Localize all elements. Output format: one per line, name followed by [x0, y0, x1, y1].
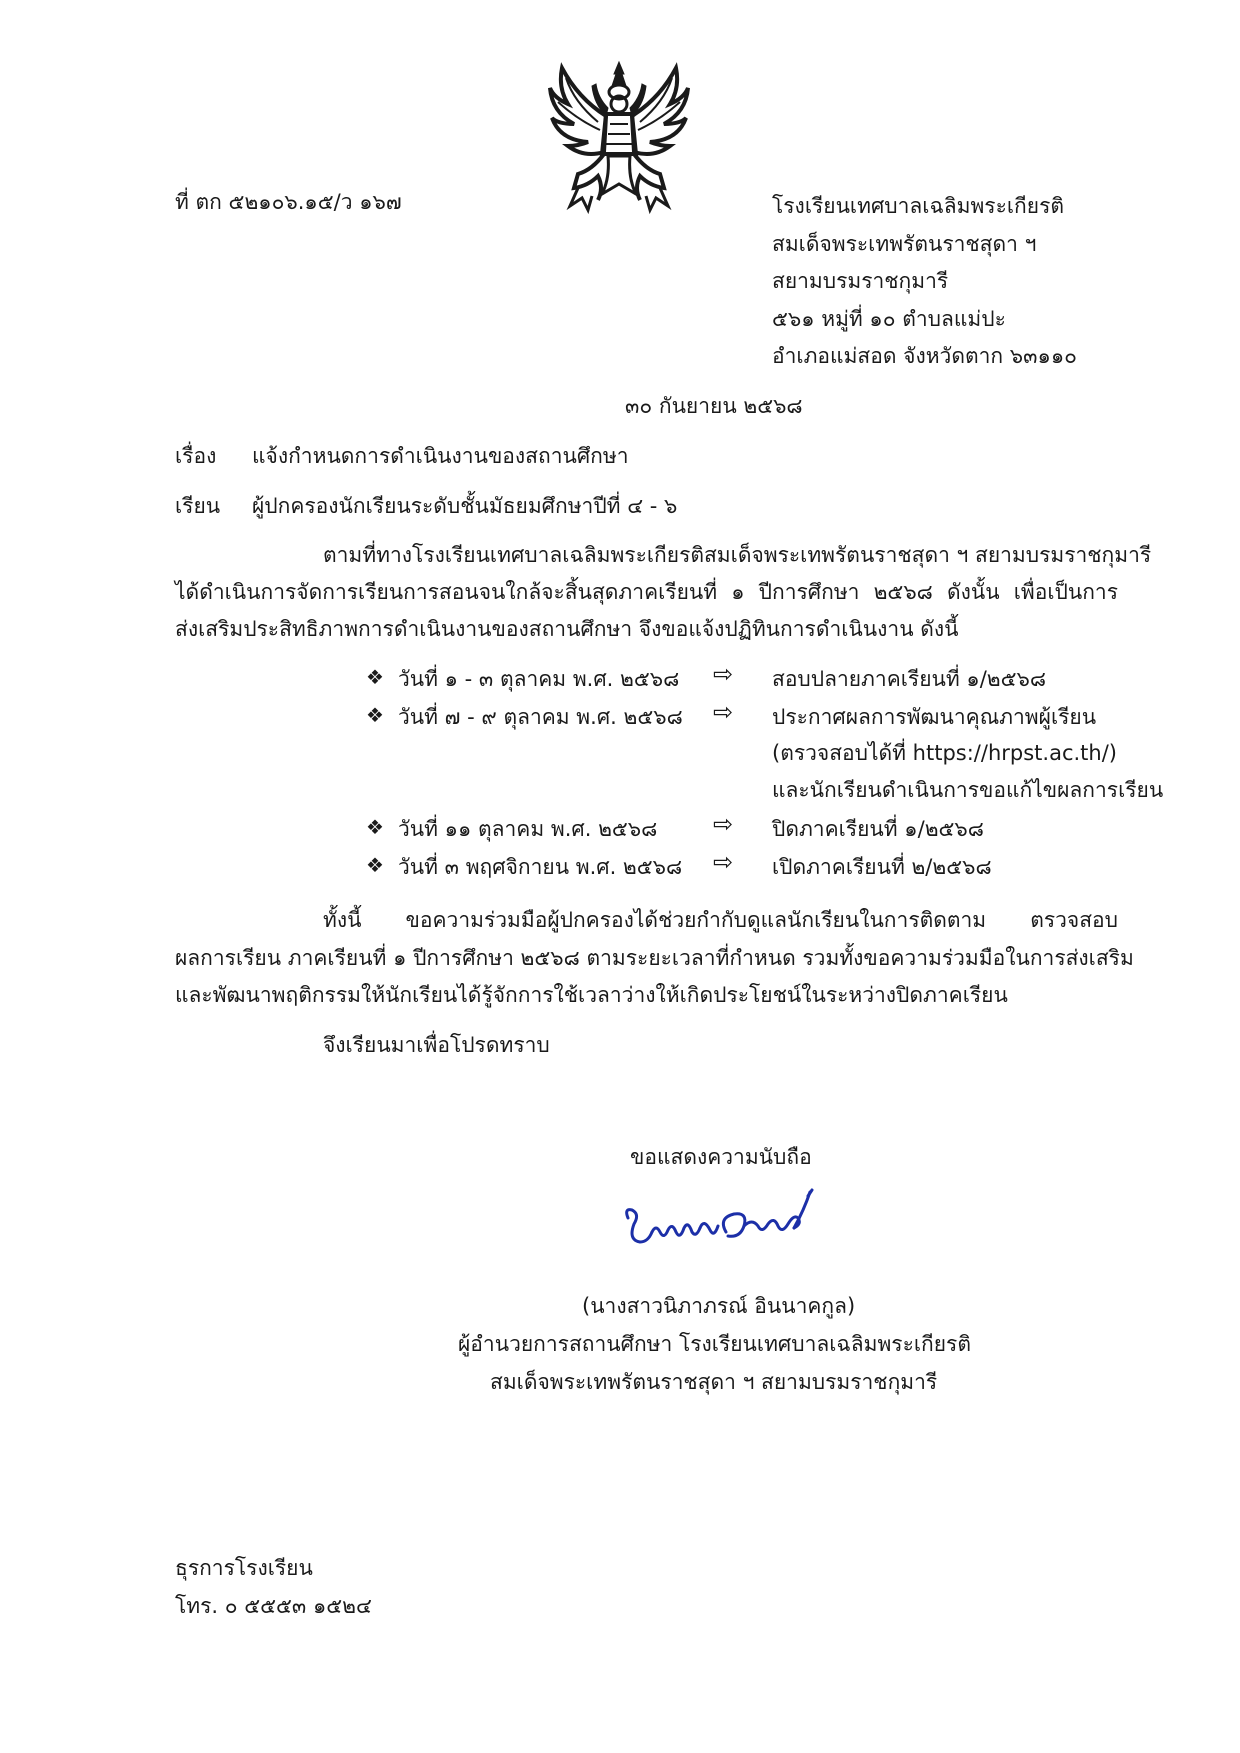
signature — [618, 1188, 818, 1264]
address-line: ๕๖๑ หมู่ที่ ๑๐ ตำบลแม่ปะ — [772, 306, 1006, 331]
arrow-right-icon: ⇨ — [713, 698, 734, 726]
school-address — [772, 188, 1077, 376]
final-sentence: จึงเรียนมาเพื่อโปรดทราบ — [323, 1033, 550, 1057]
bullet-diamond-icon: ❖ — [366, 665, 384, 689]
recipient-text: ผู้ปกครองนักเรียนระดับชั้นมัธยมศึกษาปีที่ ๔ - ๖ — [252, 494, 678, 518]
schedule-detail: เปิดภาคเรียนที่ ๒/๒๕๖๘ — [772, 855, 992, 879]
recipient-label: เรียน — [175, 494, 221, 518]
closing-line-2: ผลการเรียน ภาคเรียนที่ ๑ ปีการศึกษา ๒๕๖๘ ตามระยะเวลาที่กำหนด รวมทั้งขอความร่วมมือในการส่งเสริม — [175, 946, 1134, 970]
subject-label: เรื่อง — [175, 444, 217, 468]
address-line: สมเด็จพระเทพรัตนราชสุดา ฯ — [772, 231, 1037, 256]
schedule-detail: (ตรวจสอบได้ที่ https://hrpst.ac.th/) — [772, 741, 1117, 765]
salutation: ขอแสดงความนับถือ — [630, 1145, 812, 1169]
intro-line-2: ได้ดำเนินการจัดการเรียนการสอนจนใกล้จะสิ้นสุดภาคเรียนที่ ๑ ปีการศึกษา ๒๕๖๘ ดังนั้น เพื่อเป็นการ — [175, 580, 1118, 604]
schedule-date: วันที่ ๗ - ๙ ตุลาคม พ.ศ. ๒๕๖๘ — [398, 705, 683, 729]
bullet-diamond-icon: ❖ — [366, 703, 384, 727]
schedule-date: วันที่ ๓ พฤศจิกายน พ.ศ. ๒๕๖๘ — [398, 855, 683, 879]
letter-date: ๓๐ กันยายน ๒๕๖๘ — [625, 394, 803, 418]
intro-line-3: ส่งเสริมประสิทธิภาพการดำเนินงานของสถานศึกษา จึงขอแจ้งปฏิทินการดำเนินงาน ดังนี้ — [175, 617, 959, 641]
footer-department: ธุรการโรงเรียน — [175, 1556, 313, 1580]
closing-line-1: ทั้งนี้ ขอความร่วมมือผู้ปกครองได้ช่วยกำกับดูแลนักเรียนในการติดตาม ตรวจสอบ — [323, 908, 1118, 932]
subject-text: แจ้งกำหนดการดำเนินงานของสถานศึกษา — [252, 444, 629, 468]
bullet-diamond-icon: ❖ — [366, 815, 384, 839]
schedule-detail: สอบปลายภาคเรียนที่ ๑/๒๕๖๘ — [772, 667, 1047, 691]
schedule-date: วันที่ ๑๑ ตุลาคม พ.ศ. ๒๕๖๘ — [398, 817, 658, 841]
garuda-emblem-icon — [548, 58, 690, 218]
schedule-detail: ประกาศผลการพัฒนาคุณภาพผู้เรียน — [772, 705, 1097, 729]
bullet-diamond-icon: ❖ — [366, 853, 384, 877]
arrow-right-icon: ⇨ — [713, 848, 734, 876]
schedule-detail: และนักเรียนดำเนินการขอแก้ไขผลการเรียน — [772, 778, 1164, 802]
address-line: อำเภอแม่สอด จังหวัดตาก ๖๓๑๑๐ — [772, 344, 1077, 368]
signer-position-line: สมเด็จพระเทพรัตนราชสุดา ฯ สยามบรมราชกุมารี — [490, 1370, 938, 1394]
signer-name: (นางสาวนิภาภรณ์ อินนาคกูล) — [582, 1294, 856, 1318]
reference-number: ที่ ตก ๕๒๑๐๖.๑๕/ว ๑๖๗ — [175, 190, 402, 214]
intro-line-1: ตามที่ทางโรงเรียนเทศบาลเฉลิมพระเกียรติสมเด็จพระเทพรัตนราชสุดา ฯ สยามบรมราชกุมารี — [323, 543, 1152, 567]
address-line: สยามบรมราชกุมารี — [772, 269, 949, 293]
arrow-right-icon: ⇨ — [713, 810, 734, 838]
signer-position-line: ผู้อำนวยการสถานศึกษา โรงเรียนเทศบาลเฉลิมพระเกียรติ — [458, 1332, 971, 1356]
address-line: โรงเรียนเทศบาลเฉลิมพระเกียรติ — [772, 194, 1064, 218]
schedule-date: วันที่ ๑ - ๓ ตุลาคม พ.ศ. ๒๕๖๘ — [398, 667, 680, 691]
arrow-right-icon: ⇨ — [713, 660, 734, 688]
footer-phone: โทร. ๐ ๕๕๕๓ ๑๕๒๔ — [175, 1594, 372, 1618]
schedule-detail: ปิดภาคเรียนที่ ๑/๒๕๖๘ — [772, 817, 984, 841]
closing-line-3: และพัฒนาพฤติกรรมให้นักเรียนได้รู้จักการใช้เวลาว่างให้เกิดประโยชน์ในระหว่างปิดภาคเรียน — [175, 983, 1008, 1007]
